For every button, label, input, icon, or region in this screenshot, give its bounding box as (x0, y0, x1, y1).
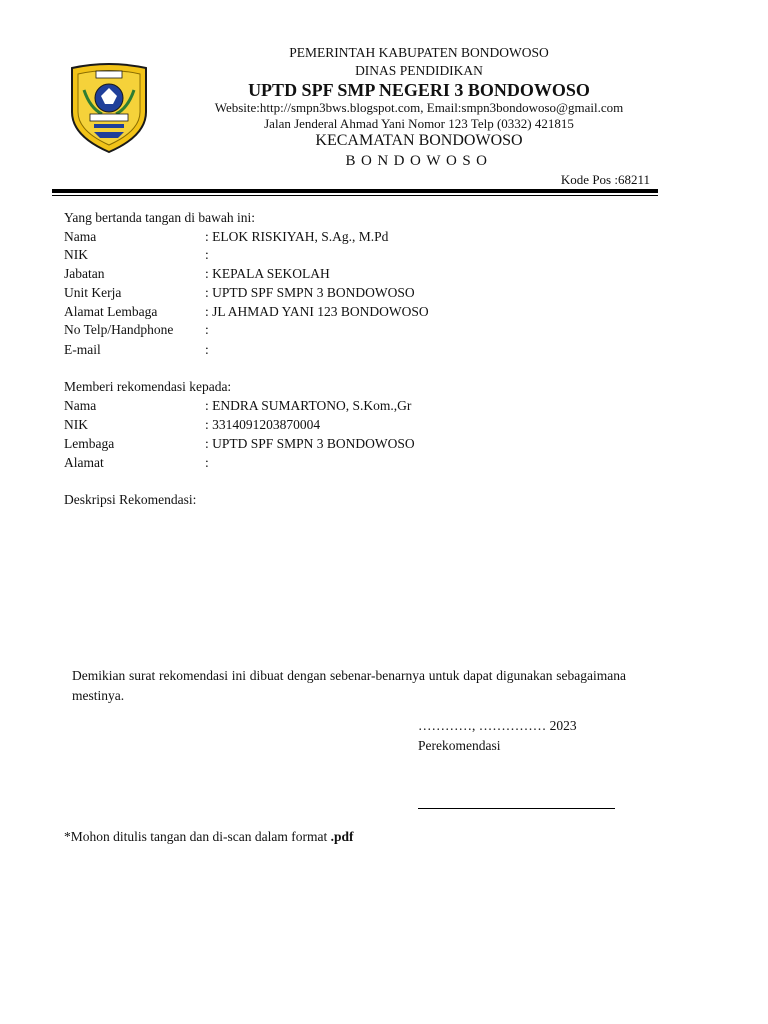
description-label: Deskripsi Rekomendasi: (64, 492, 197, 507)
recipient-address-label: Alamat (64, 455, 104, 470)
contact-line: Website:http://smpn3bws.blogspot.com, Email:smpn3bondowoso@gmail.com (214, 100, 624, 115)
government-heading: PEMERINTAH KABUPATEN BONDOWOSO (289, 45, 549, 60)
signer-name-value: : ELOK RISKIYAH, S.Ag., M.Pd (205, 229, 389, 244)
signer-address-label: Alamat Lembaga (64, 304, 158, 319)
letterhead-divider-thick (52, 189, 658, 193)
recipient-name-label: Nama (64, 398, 97, 413)
city-heading: BONDOWOSO (345, 153, 493, 169)
footer-note-format: .pdf (330, 829, 354, 844)
postal-code: Kode Pos :68211 (560, 172, 650, 187)
signer-phone-label: No Telp/Handphone (64, 322, 174, 337)
signature-role: Perekomendasi (418, 738, 501, 753)
signature-line (418, 808, 615, 809)
footer-note-text: *Mohon ditulis tangan dan di-scan dalam format (64, 829, 331, 844)
signer-unit-value: : UPTD SPF SMPN 3 BONDOWOSO (205, 285, 415, 300)
school-name: UPTD SPF SMP NEGERI 3 BONDOWOSO (248, 80, 590, 100)
signer-position-value: : KEPALA SEKOLAH (205, 266, 330, 281)
recipient-name-value: : ENDRA SUMARTONO, S.Kom.,Gr (205, 398, 412, 413)
address-line: Jalan Jenderal Ahmad Yani Nomor 123 Telp (0332) 421815 (264, 116, 574, 131)
recipient-nik-value: : 3314091203870004 (205, 417, 321, 432)
signer-intro: Yang bertanda tangan di bawah ini: (64, 210, 255, 225)
signer-address-value: : JL AHMAD YANI 123 BONDOWOSO (205, 304, 429, 319)
district-heading: KECAMATAN BONDOWOSO (315, 132, 523, 149)
regency-crest-logo (66, 62, 152, 154)
recipient-address-value: : (205, 455, 209, 470)
signature-date-line: …………, …………… 2023 (418, 718, 577, 733)
letterhead-divider-thin (52, 195, 658, 196)
signer-email-value: : (205, 342, 209, 357)
signer-phone-value: : (205, 322, 209, 337)
footer-note (64, 829, 353, 845)
signer-nik-value: : (205, 247, 209, 262)
closing-paragraph: Demikian surat rekomendasi ini dibuat dengan sebenar-benarnya untuk dapat digunakan sebagaimana mestinya. (72, 668, 626, 703)
department-heading: DINAS PENDIDIKAN (355, 63, 483, 78)
signer-unit-label: Unit Kerja (64, 285, 122, 300)
signer-name-label: Nama (64, 229, 97, 244)
recipient-intro: Memberi rekomendasi kepada: (64, 379, 232, 394)
signer-position-label: Jabatan (64, 266, 105, 281)
signer-email-label: E-mail (64, 342, 101, 357)
signer-nik-label: NIK (64, 247, 88, 262)
recipient-institution-value: : UPTD SPF SMPN 3 BONDOWOSO (205, 436, 415, 451)
recipient-institution-label: Lembaga (64, 436, 115, 451)
recipient-nik-label: NIK (64, 417, 88, 432)
